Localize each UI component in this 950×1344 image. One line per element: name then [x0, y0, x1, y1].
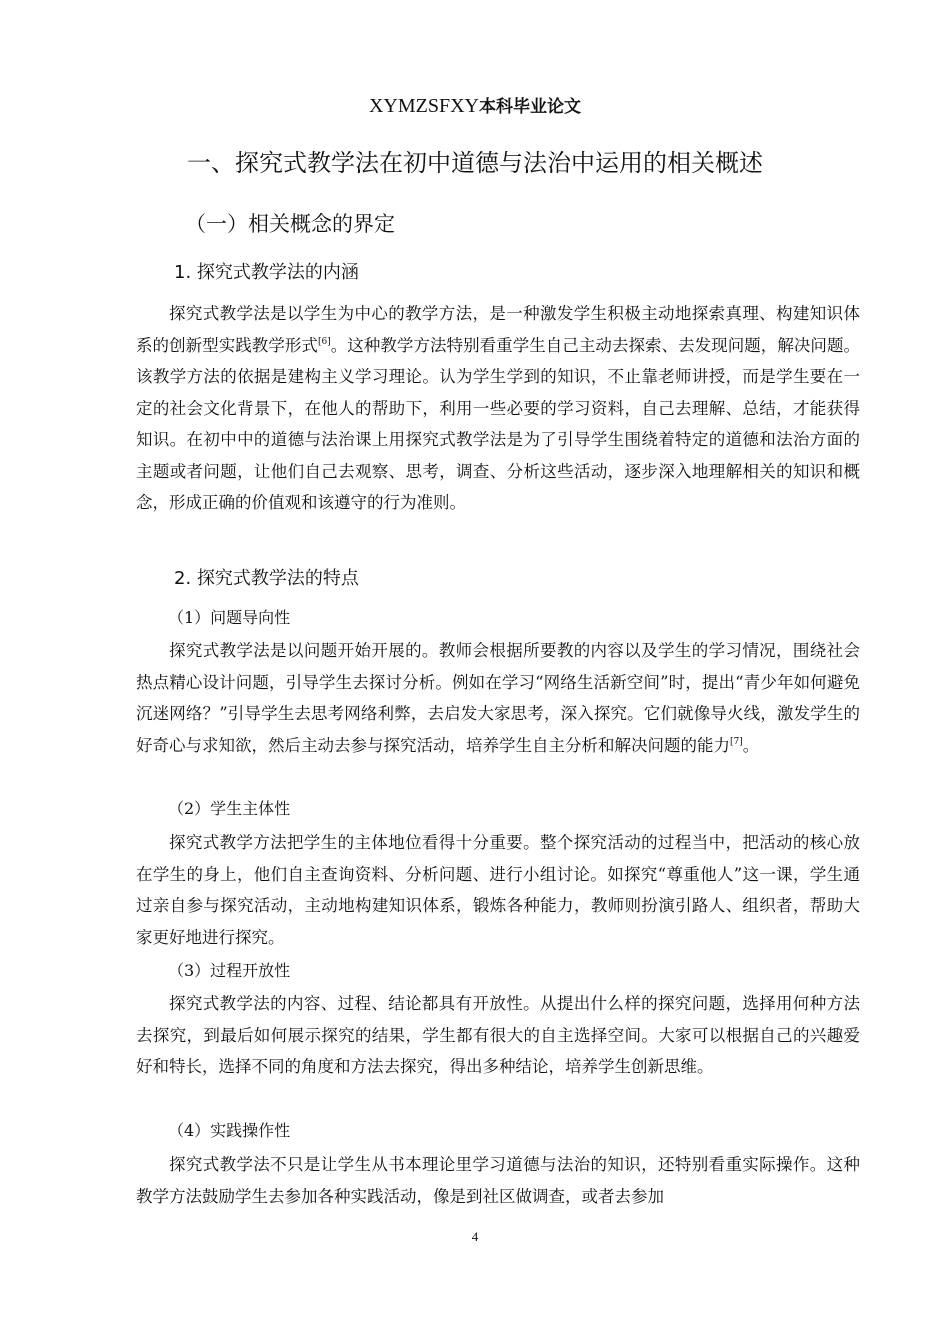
- paragraph-text: 探究式教学法不只是让学生从书本理论里学习道德与法治的知识，还特别看重实际操作。这种教学方法鼓励学生去参加各种实践活动，像是到社区做调查，或者去参加: [136, 1155, 860, 1206]
- paragraph-student-subject: [136, 827, 860, 953]
- header-thesis-label: 本科毕业论文: [479, 97, 582, 117]
- citation-ref: [6]: [317, 336, 331, 347]
- paragraph-problem-oriented: [136, 635, 860, 761]
- paragraph-text: 。: [742, 735, 760, 755]
- feature-label-problem-oriented: （1）问题导向性: [168, 608, 291, 627]
- paragraph-text: 探究式教学法的内容、过程、结论都具有开放性。从提出什么样的探究问题，选择用何种方法去探究，到最后如何展示探究的结果，学生都有很大的自主选择空间。大家可以根据自己的兴趣爱好和特长，选择不同的角度和方法去探究，得出多种结论，培养学生创新思维。: [136, 994, 860, 1076]
- paragraph-text: 探究式教学法是以学生为中心的教学方法，是一种激发学生积极主动地探索真理、构建知识体系的创新型实践教学形式: [136, 304, 860, 355]
- paragraph-connotation: [136, 298, 860, 519]
- chapter-title: 一、探究式教学法在初中道德与法治中运用的相关概述: [187, 149, 763, 177]
- section-title: （一）相关概念的界定: [185, 212, 395, 236]
- feature-label-practical: （4）实践操作性: [168, 1121, 291, 1140]
- subsection-heading-features: 2. 探究式教学法的特点: [174, 568, 359, 589]
- feature-label-student-subject: （2）学生主体性: [168, 799, 291, 818]
- running-header: [0, 92, 950, 121]
- paragraph-practical: [136, 1149, 860, 1212]
- citation-ref: [7]: [730, 736, 743, 747]
- feature-label-open-process: （3）过程开放性: [168, 961, 291, 980]
- paragraph-open-process: [136, 988, 860, 1083]
- header-school-code: XYMZSFXY: [368, 95, 480, 117]
- paragraph-text: 探究式教学方法把学生的主体地位看得十分重要。整个探究活动的过程当中，把活动的核心放在学生的身上，他们自主查询资料、分析问题、进行小组讨论。如探究“尊重他人”这一课，学生通过亲自参与探究活动，主动地构建知识体系，锻炼各种能力，教师则扮演引路人、组织者，帮助大家更好地进行探究。: [136, 833, 860, 947]
- paragraph-text: 探究式教学法是以问题开始开展的。教师会根据所要教的内容以及学生的学习情况，围绕社会热点精心设计问题，引导学生去探讨分析。例如在学习“网络生活新空间”时，提出“青少年如何避免沉迷网络？”引导学生去思考网络利弊，去启发大家思考，深入探究。它们就像导火线，激发学生的好奇心与求知欲，然后主动去参与探究活动，培养学生自主分析和解决问题的能力: [136, 641, 860, 755]
- page-number: 4: [471, 1229, 479, 1244]
- paragraph-text: 。这种教学方法特别看重学生自己主动去探索、去发现问题，解决问题。该教学方法的依据是建构主义学习理论。认为学生学到的知识，不止靠老师讲授，而是学生要在一定的社会文化背景下，在他人的帮助下，利用一些必要的学习资料，自己去理解、总结，才能获得知识。在初中中的道德与法治课上用探究式教学法是为了引导学生围绕着特定的道德和法治方面的主题或者问题，让他们自己去观察、思考，调查、分析这些活动，逐步深入地理解相关的知识和概念，形成正确的价值观和该遵守的行为准则。: [136, 335, 861, 512]
- subsection-heading-connotation: 1. 探究式教学法的内涵: [174, 262, 359, 283]
